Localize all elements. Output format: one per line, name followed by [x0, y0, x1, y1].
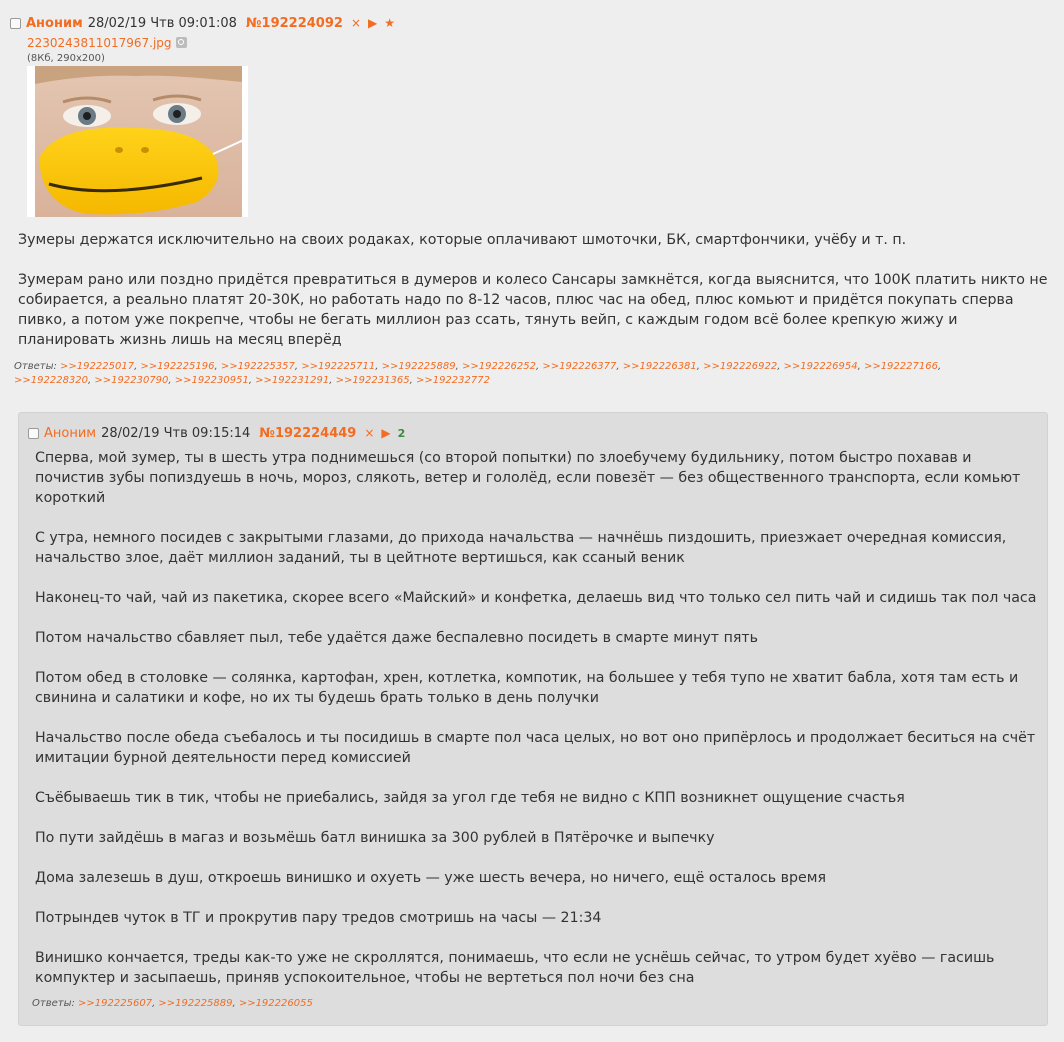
- op-replies-label: Ответы:: [14, 361, 57, 372]
- op-replies: Ответы: >>192225017, >>192225196, >>192225357, >>192225711, >>192225889, >>192226252, >>192226377, >>192226381, >>192226922, >>192226954, >>192227166, >>192228320, >>192230790, >>192230951, >>192231291, >>192231365, >>192232772: [14, 361, 942, 386]
- reply-link[interactable]: >>192226954: [783, 361, 858, 372]
- reply-count-badge: 2: [397, 426, 406, 440]
- reply-link[interactable]: >>192226377: [542, 361, 617, 372]
- reply-post: [18, 412, 1048, 1026]
- reply-message-paragraph: Съёбываешь тик в тик, чтобы не приебались, зайдя за угол где тебя не видно с КПП возникнет ощущение счастья: [35, 790, 905, 806]
- reply-message-paragraph: Начальство после обеда съебалось и ты посидишь в смарте пол часа целых, но вот оно припёрлось и продолжает беситься на счёт имитации бурной деятельности перед комиссией: [35, 730, 1036, 766]
- favorite-star-icon[interactable]: ★: [384, 16, 396, 30]
- reply-message-paragraph: Потом начальство сбавляет пыл, тебе удаётся даже беспалевно посидеть в смарте минут пять: [35, 630, 759, 646]
- op-file-info: [27, 36, 187, 50]
- reply-link[interactable]: >>192225889: [158, 998, 233, 1009]
- reply-link[interactable]: >>192226922: [703, 361, 778, 372]
- reply-replies-label: Ответы:: [32, 998, 75, 1009]
- hide-post-icon[interactable]: ×: [364, 426, 375, 440]
- reply-link[interactable]: >>192225889: [381, 361, 456, 372]
- reply-post-header: [28, 424, 405, 442]
- reply-link[interactable]: >>192225017: [60, 361, 135, 372]
- reply-link[interactable]: >>192225711: [301, 361, 376, 372]
- reply-link[interactable]: >>192225357: [220, 361, 295, 372]
- reply-select-checkbox[interactable]: [28, 428, 39, 439]
- reply-link[interactable]: >>192231365: [335, 375, 410, 386]
- op-file-link[interactable]: 2230243811017967.jpg: [27, 36, 172, 50]
- reply-replies: Ответы: >>192225607, >>192225889, >>192226055: [32, 998, 313, 1009]
- reply-message-paragraph: Наконец-то чай, чай из пакетика, скорее всего «Майский» и конфетка, делаешь вид что только сел пить чай и сидишь так пол часа: [35, 590, 1037, 606]
- op-message: [18, 230, 1048, 350]
- reply-arrow-icon[interactable]: ▶: [381, 426, 391, 440]
- reply-arrow-icon[interactable]: ▶: [368, 16, 378, 30]
- reply-link[interactable]: >>192225196: [140, 361, 215, 372]
- hide-post-icon[interactable]: ×: [350, 16, 362, 30]
- reply-post-number[interactable]: №192224449: [259, 425, 357, 441]
- reply-link[interactable]: >>192227166: [863, 361, 938, 372]
- reply-message-paragraph: Сперва, мой зумер, ты в шесть утра поднимешься (со второй попытки) по злоебучему будильнику, потом быстро похавав и почистив зубы попиздуешь в ночь, мороз, слякоть, ветер и гололёд, если повезёт — без общественного транспорта, если комьют короткий: [35, 450, 1021, 506]
- op-image-thumbnail[interactable]: [27, 66, 248, 217]
- reply-poster-name: Аноним: [44, 425, 97, 441]
- duck-mask-picture: [27, 66, 248, 217]
- image-search-icon[interactable]: [176, 37, 187, 48]
- reply-link[interactable]: >>192231291: [255, 375, 330, 386]
- op-post-number[interactable]: №192224092: [245, 15, 343, 31]
- reply-link[interactable]: >>192232772: [415, 375, 490, 386]
- reply-message-paragraph: По пути зайдёшь в магаз и возьмёшь батл винишка за 300 рублей в Пятёрочке и выпечку: [35, 830, 715, 846]
- reply-link[interactable]: >>192226252: [461, 361, 537, 372]
- reply-message-paragraph: Дома залезешь в душ, откроешь винишко и охуеть — уже шесть вечера, но ничего, ещё осталось время: [35, 870, 827, 886]
- op-file-meta: (8Кб, 290x200): [27, 53, 105, 64]
- reply-link[interactable]: >>192228320: [14, 375, 89, 386]
- reply-message-paragraph: Винишко кончается, треды как-то уже не скроллятся, понимаешь, что если не уснёшь сейчас, то утром будет хуёво — гасишь компуктер и засыпаешь, приняв успокоительное, чтобы не вертеться пол ночи без сна: [35, 950, 995, 986]
- reply-message-paragraph: С утра, немного посидев с закрытыми глазами, до прихода начальства — начнёшь пиздошить, приезжает очередная комиссия, начальство злое, даёт миллион заданий, ты в цейтноте вертишься, как ссаный веник: [35, 530, 1007, 566]
- op-message-paragraph: Зумерам рано или поздно придётся превратиться в думеров и колесо Сансары замкнётся, когда выяснится, что 100К платить никто не собирается, а реально платят 20-30К, но работать надо по 8-12 часов, плюс час на обед, плюс комьют и придётся покупать сперва пивко, а потом уже покрепче, чтобы не бегать миллион раз ссать, тянуть вейп, с каждым годом всё более крепкую жижу и планировать жизнь лишь на месяц вперёд: [18, 272, 1048, 348]
- op-post-date: 28/02/19 Чтв 09:01:08: [87, 15, 237, 31]
- op-poster-name: Аноним: [26, 15, 83, 31]
- op-select-checkbox[interactable]: [10, 18, 21, 29]
- reply-link[interactable]: >>192225607: [78, 998, 153, 1009]
- reply-message: [35, 448, 1040, 988]
- reply-message-paragraph: Потом обед в столовке — солянка, картофан, хрен, котлетка, компотик, на большее у тебя тупо не хватит бабла, хотя там есть и свинина и салатики и кофе, но их ты будешь брать только в день получки: [35, 670, 1019, 706]
- reply-link[interactable]: >>192226381: [622, 361, 697, 372]
- reply-message-paragraph: Потрындев чуток в ТГ и прокрутив пару тредов смотришь на часы — 21:34: [35, 910, 602, 926]
- reply-link[interactable]: >>192226055: [238, 998, 313, 1009]
- op-post-header: [10, 14, 402, 32]
- reply-link[interactable]: >>192230951: [174, 375, 249, 386]
- reply-link[interactable]: >>192230790: [94, 375, 169, 386]
- op-message-paragraph: Зумеры держатся исключительно на своих родаках, которые оплачивают шмоточки, БК, смартфончики, учёбу и т. п.: [18, 232, 907, 248]
- reply-post-date: 28/02/19 Чтв 09:15:14: [101, 425, 251, 441]
